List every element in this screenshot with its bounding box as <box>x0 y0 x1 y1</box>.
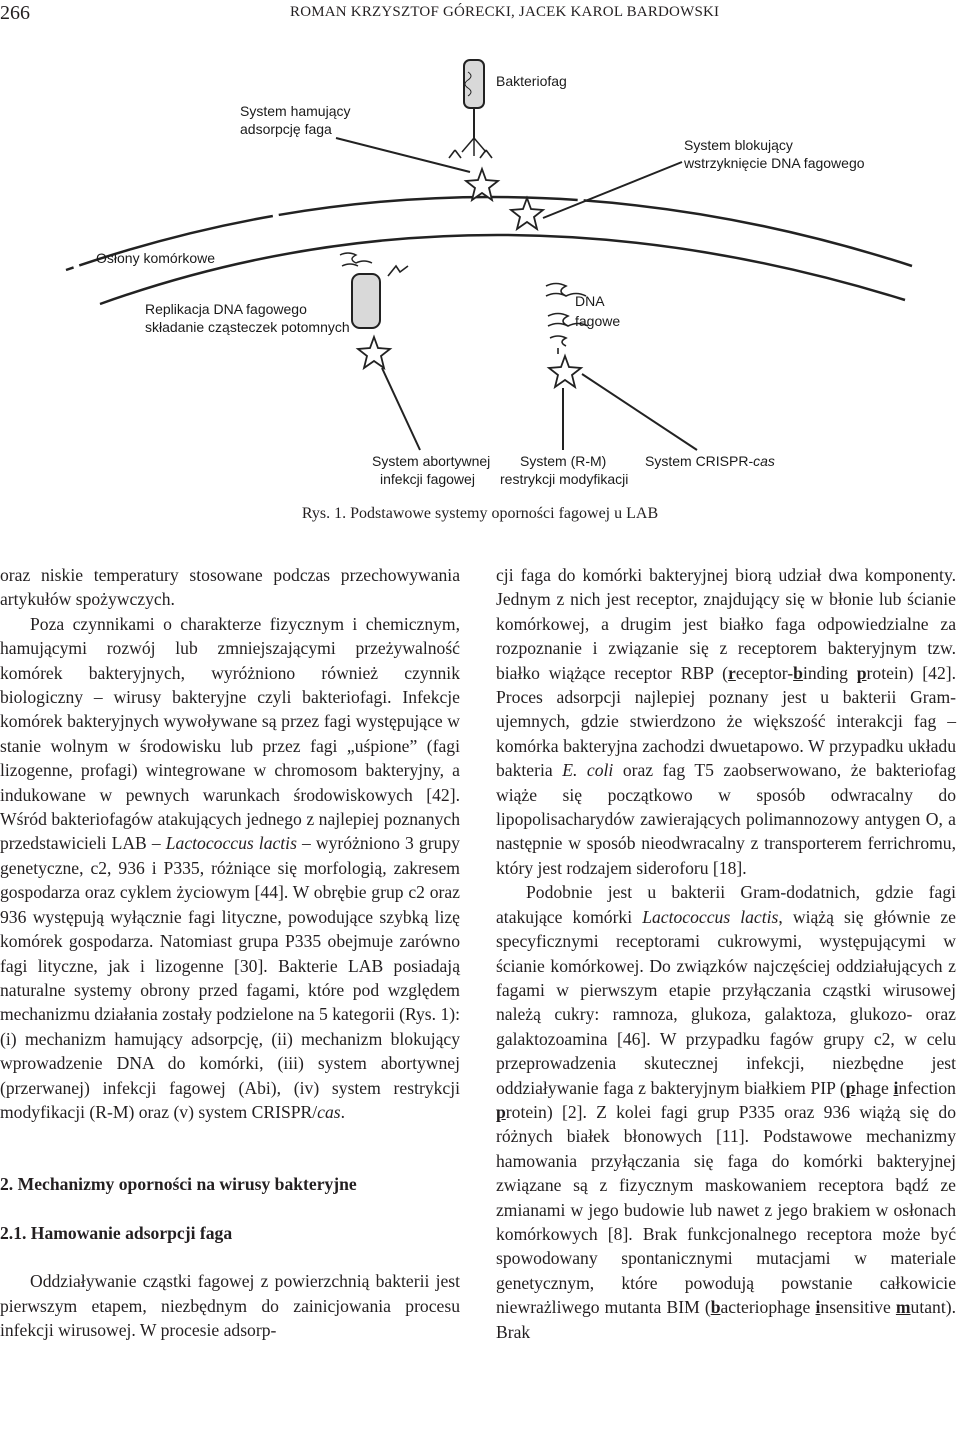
label-dna-1: DNA <box>575 293 605 309</box>
rbp-inding: inding <box>802 662 857 683</box>
right-p2b: , wiążą się głównie ze specyficznymi receptorami cukrowymi, występującymi w ścianie komórkowej. Do związków najczęściej oddziałujących z fagami w pierwszym etapie przyłączania cząstki wirusowej należą cukry: ramnoza, glukoza, galaktoza, glukozo- oraz galaktozoamina [46]. W przypadku fagów grupy c2, w celu przeprowadzenia skutecznej infekcji, niezbędne jest oddziaływanie faga z bakteryjnym białkiem PIP ( <box>496 906 956 1098</box>
rbp-b: b <box>793 662 803 683</box>
star-icon-4 <box>549 356 581 387</box>
label-bakteriofag: Bakteriofag <box>496 73 567 89</box>
cell-envelope-inner <box>100 235 905 304</box>
bim-acteriophage: acteriophage <box>720 1297 816 1318</box>
left-paragraph-1: oraz niskie temperatury stosowane podczas przechowywania artykułów spożywczych. <box>0 565 460 610</box>
left-p2-italic: Lactococcus lactis <box>165 833 297 854</box>
figure-caption: Rys. 1. Podstawowe systemy oporności fagowej u LAB <box>301 505 659 522</box>
left-p2b-text: – wyróżniono 3 grupy genetyczne, c2, 936 i P335, różniące się morfologią, zakresem gospodarza oraz cyklem życiowym [44]. W obrębie grup c2 oraz 936 występują wyłącznie fagi lityczne, powodujące szybką lizę komórek gospodarza. Natomiast grupa P335 obejmuje zarówno fagi lityczne, jak i lizogenne [30]. Bakterie LAB posiadają naturalne systemy obrony przed fagami, które pod względem mechanizmu działania zostały podzielone na 5 kategorii (Rys. 1): (i) mechanizm hamujący adsorpcję, (ii) mechanizm blokujący wprowadzenie DNA do komórki, (iii) system abortywnej (przerwanej) infekcji fagowej (Abi), (iv) system restrykcji modyfikacji (R-M) oraz (v) system CRISPR/ <box>0 833 460 1122</box>
bim-nsensitive: nsensitive <box>820 1297 896 1318</box>
rbp-eceptor: eceptor- <box>735 662 794 683</box>
right-p2c: ) [2]. Z kolei fagi grup P335 oraz 936 wiążą się do różnych białek błonowych [11]. Podstawowe mechanizmy hamowania przyłączania się faga do komórki bakteryjnej związane są z fizycznym maskowaniem receptora bądź ze zmianami w jego budowie lub nawet z jego brakiem w osłonach komórkowych [8]. Brak funkcjonalnego receptora może być spowodowany spontanicznymi mutacjami w materiale genetycznym, które powodują powstanie całkowicie niewrażliwego mutanta BIM ( <box>496 1101 956 1318</box>
bim-m: m <box>895 1297 911 1318</box>
pip-i: i <box>893 1077 899 1098</box>
section-heading-2: 2. Mechanizmy oporności na wirusy bakteryjne <box>0 1174 357 1195</box>
left-p2-end: . <box>340 1101 346 1122</box>
bim-i: i <box>815 1297 821 1318</box>
right-p1c: oraz fag T5 zaobserwowano, że bakteriofag wiąże się początkowo w sposób odwracalny do lipopolisacharydów zawierających polimannozowy antygen O, a następnie w sposób nieodwracalny z transporterem ferrichromu, który jest rodzajem sideroforu [18]. <box>496 760 956 878</box>
left-paragraph-3: Oddziaływanie cząstki fagowej z powierzchnią bakterii jest pierwszym etapem, niezbędnym do zainicjowania procesu infekcji wirusowej. W procesie adsorp- <box>0 1271 460 1340</box>
label-crispr <box>645 453 775 469</box>
section-heading-2-1: 2.1. Hamowanie adsorpcji faga <box>0 1222 233 1243</box>
label-replikacja-2: składanie cząsteczek potomnych <box>145 319 350 335</box>
pip-p: p <box>845 1077 856 1098</box>
intracellular-phage <box>340 253 408 328</box>
pip-hage: hage <box>855 1077 894 1098</box>
star-icon-3 <box>358 337 390 368</box>
rbp-p: p <box>856 662 867 683</box>
star-icon-2 <box>511 198 543 229</box>
label-abortywny-1: System abortywnej <box>372 453 491 469</box>
rbp-rotein: rotein <box>866 662 908 683</box>
label-rm-2: restrykcji modyfikacji <box>500 471 629 487</box>
left-column <box>0 563 460 1342</box>
label-blokujacy-2: wstrzyknięcie DNA fagowego <box>684 155 865 171</box>
right-column <box>496 563 956 1344</box>
label-blokujacy-1: System blokujący <box>684 137 793 153</box>
left-p2-italic-end: cas <box>317 1101 341 1122</box>
pip-p2: p <box>496 1101 506 1122</box>
right-p1b: ) [42]. Proces adsorpcji najlepiej poznany jest u bakterii Gram-ujemnych, gdzie stwierdzono że większość interakcji fag – komórka bakteryjna zachodzi dwuetapowo. W przypadku układu bakteria <box>496 662 956 781</box>
label-hamujacy-1: System hamujący <box>240 103 351 119</box>
figure <box>0 38 960 508</box>
bacteriophage-top <box>462 60 486 156</box>
arrow-lines <box>336 138 697 450</box>
right-paragraph-2 <box>496 880 956 1344</box>
bim-utant: utant <box>910 1297 946 1318</box>
label-rm-1: System (R-M) <box>520 453 607 469</box>
right-paragraph-1 <box>496 563 956 880</box>
page-number: 266 <box>0 2 30 24</box>
right-ecoli: E. coli <box>562 760 614 781</box>
star-icon-1 <box>466 169 498 200</box>
label-hamujacy-2: adsorpcję faga <box>240 121 332 137</box>
pip-rotein: rotein <box>505 1101 547 1122</box>
right-p2d: ). Brak <box>496 1297 956 1342</box>
right-lactis: Lactococcus lactis <box>642 906 779 927</box>
phage-resistance-diagram <box>0 38 960 508</box>
label-crispr-italic: cas <box>753 453 775 469</box>
phage-tail-small <box>449 150 492 158</box>
left-p2-text: Poza czynnikami o charakterze fizycznym i chemicznym, hamującymi rozwój lub zmniejszającymi przeżywalność komórek bakteryjnych, wyróżniono również czynnik biologiczny – wirusy bakteryjne czyli bakteriofagi. Infekcje komórek bakteryjnych wywoływane są przez fagi występujące w stanie wolnym w środowisku lub przez fagi „uśpione” (fagi lizogenne, profagi) wintegrowane w chromosom bakteryjny, a indukowane w pewnych warunkach środowiskowych [42]. Wśród bakteriofagów atakujących jednego z najlepiej poznanych przedstawicieli LAB – <box>0 613 460 854</box>
right-p1a: cji faga do komórki bakteryjnej biorą udział dwa komponenty. Jednym z nich jest receptor, znajdujący się w błonie lub ścianie komórkowej, a drugim jest białko faga odpowiedzialne za rozpoznanie i związanie się z receptorem bakteryjnym tzw. białko wiążące receptor RBP ( <box>496 565 956 683</box>
rbp-r: r <box>728 662 736 683</box>
running-head: ROMAN KRZYSZTOF GÓRECKI, JACEK KAROL BARDOWSKI <box>290 4 720 20</box>
label-dna-2: fagowe <box>575 313 621 329</box>
label-replikacja-1: Replikacja DNA fagowego <box>145 301 307 317</box>
label-oslony: Osłony komórkowe <box>96 250 216 266</box>
right-p2a: Podobnie jest u bakterii Gram-dodatnich, gdzie fagi atakujące komórki <box>496 882 956 927</box>
bim-b: b <box>710 1297 721 1318</box>
pip-nfection: nfection <box>898 1077 956 1098</box>
label-abortywny-2: infekcji fagowej <box>380 471 475 487</box>
left-paragraph-2 <box>0 612 460 1125</box>
label-crispr-text: System CRISPR- <box>645 453 754 469</box>
